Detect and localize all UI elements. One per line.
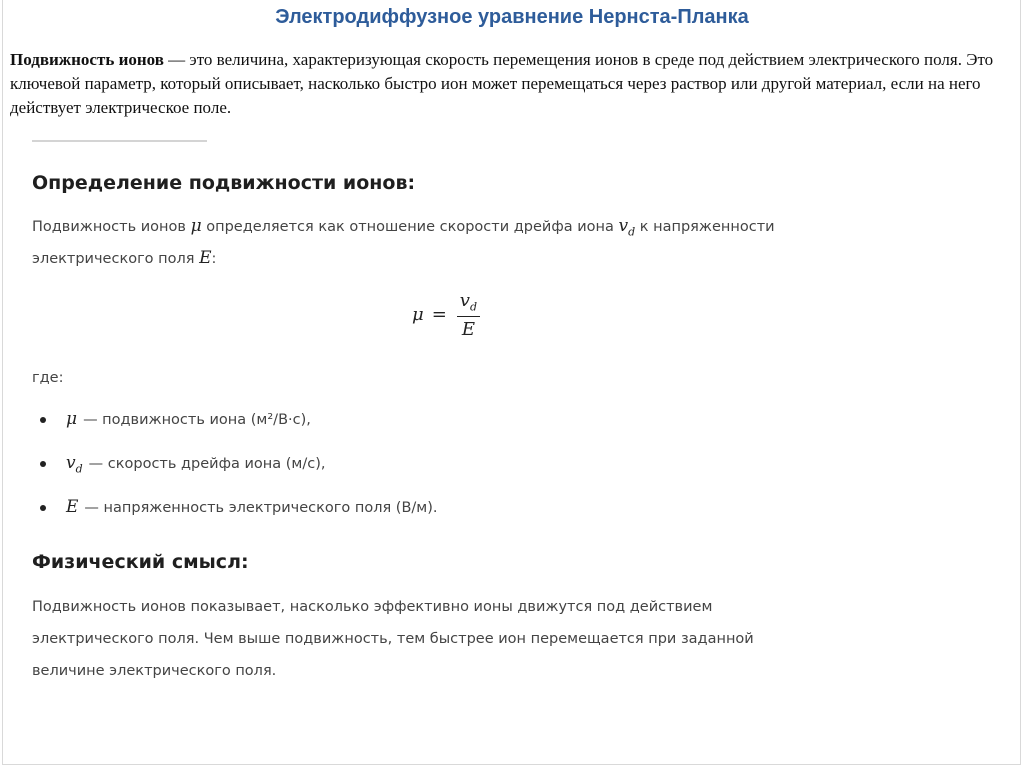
intro-text: — это величина, характеризующая скорость перемещения ионов в среде под действием электрического поля. Это ключевой параметр, который описывает, насколько быстро ион может перемещаться через раствор или другой материал, если на него действует электрическое поле. xyxy=(10,50,994,117)
list-item xyxy=(32,442,932,486)
math-E: E xyxy=(199,248,212,268)
math-base: E xyxy=(66,496,79,517)
meaning-line-1: Подвижность ионов показывает, насколько эффективно ионы движутся под действием xyxy=(32,599,713,615)
math-symbol xyxy=(66,497,78,519)
heading-physical-meaning: Физический смысл: xyxy=(32,551,249,573)
text-span: Подвижность ионов xyxy=(32,219,191,235)
text-span: : xyxy=(211,251,217,267)
math-base: v xyxy=(459,290,470,311)
definition-line-2 xyxy=(32,242,932,275)
bullet-dot xyxy=(40,505,46,511)
formula-fraction xyxy=(457,290,480,340)
where-label: где: xyxy=(32,370,64,386)
math-base: μ xyxy=(66,408,78,429)
math-base: v xyxy=(618,216,629,236)
list-item-text: — скорость дрейфа иона (м/с), xyxy=(88,456,326,472)
formula-equals: = xyxy=(431,304,447,326)
math-sub: d xyxy=(75,462,83,476)
math-sub: d xyxy=(469,300,478,314)
math-base: v xyxy=(66,452,76,473)
heading-definition: Определение подвижности ионов: xyxy=(32,172,416,194)
divider xyxy=(32,140,207,142)
intro-term: Подвижность ионов xyxy=(10,50,164,69)
math-symbol xyxy=(66,409,77,431)
formula-denominator: E xyxy=(461,318,475,340)
variable-list xyxy=(32,398,932,530)
math-sub: d xyxy=(628,225,636,239)
math-symbol xyxy=(66,453,83,475)
text-span: электрического поля xyxy=(32,251,200,267)
list-item xyxy=(32,486,932,530)
list-item xyxy=(32,398,932,442)
text-span: к напряженности xyxy=(635,219,775,235)
math-vd xyxy=(618,216,636,239)
meaning-line-3: величине электрического поля. xyxy=(32,663,277,679)
list-item-text: — подвижность иона (м²/В·с), xyxy=(83,412,311,428)
text-span: определяется как отношение скорости дрейфа иона xyxy=(201,219,619,235)
meaning-line-2: электрического поля. Чем выше подвижность, тем быстрее ион перемещается при заданной xyxy=(32,631,754,647)
math-mu: μ xyxy=(190,216,202,236)
bullet-dot xyxy=(40,461,46,467)
bullet-dot xyxy=(40,417,46,423)
slide-title: Электродиффузное уравнение Нернста-Планка xyxy=(275,6,749,28)
formula-numerator xyxy=(457,290,480,317)
formula-lhs: μ xyxy=(412,304,424,326)
mobility-formula xyxy=(412,290,480,340)
list-item-text: — напряженность электрического поля (В/м). xyxy=(84,500,438,516)
intro-paragraph xyxy=(10,48,1010,120)
